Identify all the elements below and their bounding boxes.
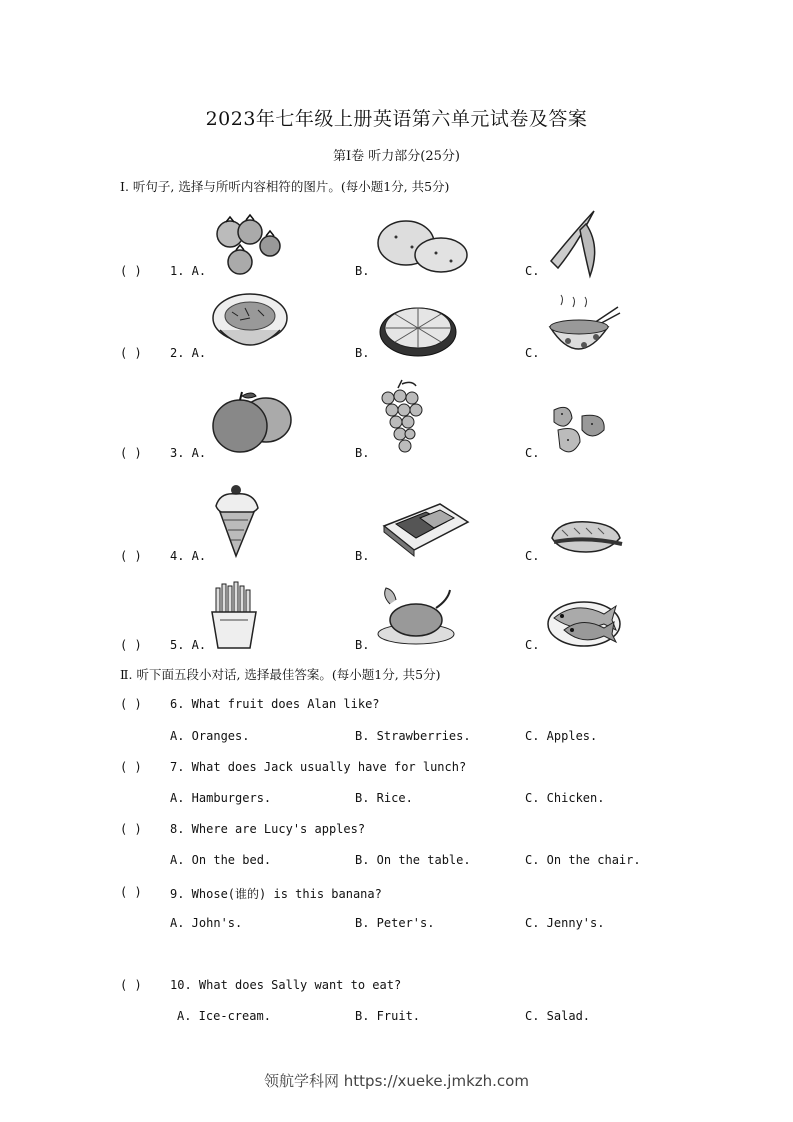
answer-blank[interactable]: ( )	[120, 346, 142, 360]
answer-blank[interactable]: ( )	[120, 697, 142, 711]
option-c-label: C.	[525, 638, 540, 652]
option-b: B. Fruit.	[355, 1009, 421, 1023]
question-number-option-a: 3. A.	[170, 446, 207, 460]
option-c: C. Jenny's.	[525, 916, 605, 930]
option-c-label: C.	[525, 549, 540, 563]
sandwich-image	[380, 500, 470, 556]
salad-bowl-image	[210, 290, 290, 352]
section-2-heading: Ⅱ. 听下面五段小对话, 选择最佳答案。(每小题1分, 共5分)	[120, 667, 441, 682]
pizza-image	[378, 300, 458, 358]
answer-blank[interactable]: ( )	[120, 549, 142, 563]
option-a: A. Ice-cream.	[177, 1009, 271, 1023]
apples-image	[212, 390, 294, 454]
answer-blank[interactable]: ( )	[120, 760, 142, 774]
question-number-option-a: 5. A.	[170, 638, 207, 652]
option-c: C. Salad.	[525, 1009, 591, 1023]
question-text: 8. Where are Lucy's apples?	[170, 822, 366, 836]
carrots-image	[546, 206, 606, 278]
option-c: C. On the chair.	[525, 853, 641, 867]
option-b-label: B.	[355, 446, 370, 460]
fish-plate-image	[546, 594, 624, 650]
answer-blank[interactable]: ( )	[120, 822, 142, 836]
hot-dog-image	[548, 516, 624, 558]
french-fries-image	[208, 582, 260, 650]
option-c: C. Apples.	[525, 729, 598, 743]
option-b-label: B.	[355, 346, 370, 360]
noodle-bowl-image	[546, 295, 622, 363]
option-b-label: B.	[355, 264, 370, 278]
question-number-option-a: 2. A.	[170, 346, 207, 360]
option-a: A. John's.	[170, 916, 243, 930]
strawberries-image	[548, 400, 610, 460]
question-text: 10. What does Sally want to eat?	[170, 978, 402, 992]
question-number-option-a: 4. A.	[170, 549, 207, 563]
option-b: B. Rice.	[355, 791, 413, 805]
answer-blank[interactable]: ( )	[120, 638, 142, 652]
ice-cream-image	[212, 484, 262, 558]
answer-blank[interactable]: ( )	[120, 264, 142, 278]
option-c: C. Chicken.	[525, 791, 605, 805]
section-1-heading: Ⅰ. 听句子, 选择与所听内容相符的图片。(每小题1分, 共5分)	[120, 179, 450, 194]
option-c-label: C.	[525, 346, 540, 360]
page-title: 2023年七年级上册英语第六单元试卷及答案	[205, 108, 588, 130]
option-a: A. Hamburgers.	[170, 791, 272, 805]
roast-chicken-image	[376, 584, 458, 646]
question-text: 6. What fruit does Alan like?	[170, 697, 380, 711]
answer-blank[interactable]: ( )	[120, 885, 142, 899]
option-b: B. Strawberries.	[355, 729, 471, 743]
option-c-label: C.	[525, 264, 540, 278]
potatoes-image	[376, 215, 471, 275]
option-b-label: B.	[355, 549, 370, 563]
option-b: B. On the table.	[355, 853, 471, 867]
grapes-image	[378, 380, 424, 456]
question-text: 9. Whose(谁的) is this banana?	[170, 887, 382, 901]
option-a: A. Oranges.	[170, 729, 250, 743]
question-text: 7. What does Jack usually have for lunch?	[170, 760, 467, 774]
tomatoes-image	[210, 210, 290, 278]
option-a: A. On the bed.	[170, 853, 272, 867]
footer-watermark: 领航学科网 https://xueke.jmkzh.com	[264, 1072, 529, 1090]
option-b-label: B.	[355, 638, 370, 652]
option-c-label: C.	[525, 446, 540, 460]
part-subtitle: 第Ⅰ卷 听力部分(25分)	[333, 149, 460, 164]
option-b: B. Peter's.	[355, 916, 435, 930]
answer-blank[interactable]: ( )	[120, 446, 142, 460]
answer-blank[interactable]: ( )	[120, 978, 142, 992]
question-number-option-a: 1. A.	[170, 264, 207, 278]
